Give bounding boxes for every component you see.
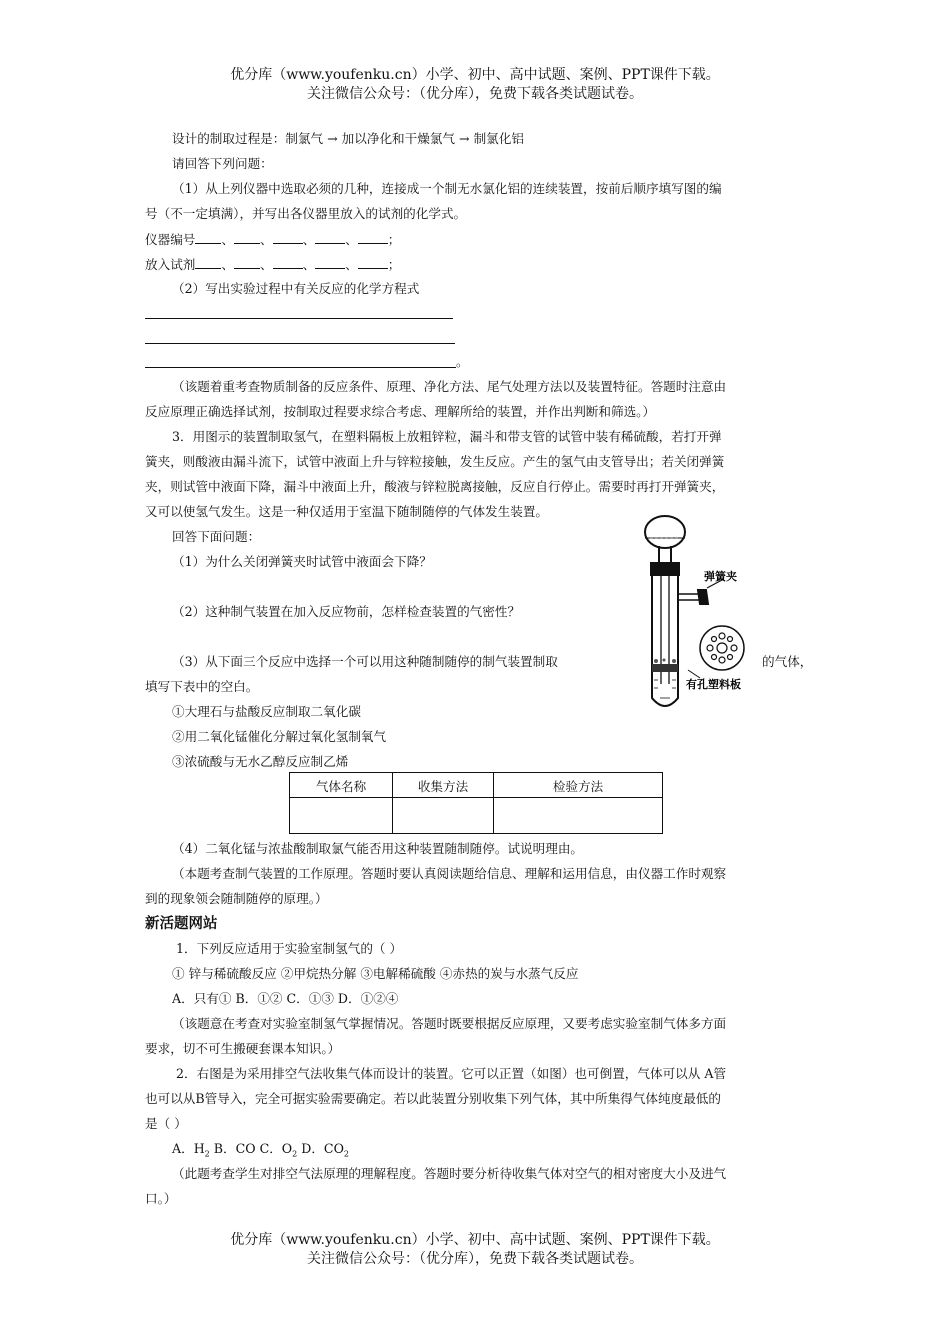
q2-part1-line1: （1）从上列仪器中选取必须的几种，连接成一个制无水氯化铝的连续装置，按前后顺序填写图的编 bbox=[172, 181, 722, 196]
choice-a: A．H bbox=[172, 1141, 205, 1156]
q2-part1-line2: 号（不一定填满），并写出各仪器里放入的试剂的化学式。 bbox=[145, 206, 467, 221]
choice-c-subscript: 2 bbox=[292, 1149, 298, 1159]
q2-ask: 请回答下列问题： bbox=[172, 156, 273, 171]
instrument-number-label: 仪器编号 bbox=[145, 232, 196, 247]
page-header-line1: 优分库（www.youfenku.cn）小学、初中、高中试题、案例、PPT课件下载。 bbox=[230, 67, 720, 83]
separator: 、 bbox=[221, 257, 234, 272]
instrument-blank-5[interactable] bbox=[358, 231, 388, 244]
reagent-blank-3[interactable] bbox=[273, 256, 303, 269]
q3-sub2: （2）这种制气装置在加入反应物前，怎样检查装置的气密性？ bbox=[172, 604, 521, 619]
n2-stem-line2: 也可以从B管导入，完全可据实验需要确定。若以此装置分别收集下列气体，其中所集得气体纯度最低的 bbox=[145, 1091, 721, 1106]
reagent-blank-1[interactable] bbox=[195, 256, 221, 269]
separator: 、 bbox=[345, 257, 358, 272]
table-cell-collection[interactable] bbox=[393, 798, 494, 834]
instrument-blank-3[interactable] bbox=[273, 231, 303, 244]
answer-line-1[interactable] bbox=[145, 318, 453, 319]
q3-sub1: （1）为什么关闭弹簧夹时试管中液面会下降？ bbox=[172, 554, 432, 569]
n2-stem-line1: 2．右图是为采用排空气法收集气体而设计的装置。它可以正置（如图）也可倒置，气体可以从 A管 bbox=[176, 1066, 727, 1081]
table-cell-test[interactable] bbox=[494, 798, 663, 834]
q3-ask: 回答下面问题： bbox=[172, 529, 261, 544]
rubber-stopper bbox=[650, 562, 680, 576]
line-end: ； bbox=[387, 257, 401, 272]
separator: 、 bbox=[345, 232, 358, 247]
n2-note-line1: （此题考查学生对排空气法原理的理解程度。答题时要分析待收集气体对空气的相对密度大小及进气 bbox=[172, 1166, 727, 1181]
q3-sub3-part-a: （3）从下面三个反应中选择一个可以用这种随制随停的制气装置制取 bbox=[172, 654, 558, 669]
q3-stem-line2: 簧夹，则酸液由漏斗流下，试管中液面上升与锌粒接触，发生反应。产生的氢气由支管导出；若关闭弹簧 bbox=[145, 454, 725, 469]
n2-choices bbox=[172, 1141, 349, 1163]
plastic-plate bbox=[652, 664, 678, 672]
q3-sub4: （4）二氧化锰与浓盐酸制取氯气能否用这种装置随制随停。试说明理由。 bbox=[172, 841, 584, 856]
choice-b-c: B．CO C．O bbox=[209, 1141, 293, 1156]
instrument-blank-4[interactable] bbox=[315, 231, 345, 244]
n2-stem-line3: 是（ ） bbox=[145, 1116, 187, 1131]
answer-line-2[interactable] bbox=[145, 343, 455, 344]
table-header-gas-name: 气体名称 bbox=[290, 773, 393, 798]
spring-clip bbox=[698, 590, 708, 604]
reagent-blank-2[interactable] bbox=[234, 256, 260, 269]
page-footer-line1: 优分库（www.youfenku.cn）小学、初中、高中试题、案例、PPT课件下载。 bbox=[230, 1232, 720, 1248]
n1-note-line2: 要求，切不可生搬硬套课本知识。） bbox=[145, 1041, 341, 1056]
n1-stem: 1．下列反应适用于实验室制氢气的（ ） bbox=[176, 941, 403, 956]
separator: 、 bbox=[259, 232, 273, 247]
label-spring-clip: 弹簧夹 bbox=[704, 570, 737, 583]
separator: 、 bbox=[302, 257, 316, 272]
n1-items: ① 锌与稀硫酸反应 ②甲烷热分解 ③电解稀硫酸 ④赤热的炭与水蒸气反应 bbox=[172, 966, 579, 981]
test-tube bbox=[652, 564, 678, 706]
instrument-blank-2[interactable] bbox=[234, 231, 260, 244]
q2-note-line1: （该题着重考查物质制备的反应条件、原理、净化方法、尾气处理方法以及装置特征。答题时注意由 bbox=[172, 379, 727, 394]
choice-d: D．CO bbox=[297, 1141, 344, 1156]
reagent-blank-5[interactable] bbox=[358, 256, 388, 269]
section-title: 新活题网站 bbox=[145, 916, 218, 932]
answer-period: 。 bbox=[456, 354, 469, 369]
q2-process: 设计的制取过程是：制氯气 → 加以净化和干燥氯气 → 制氯化铝 bbox=[172, 131, 524, 146]
label-perforated-plate: 有孔塑料板 bbox=[686, 678, 741, 691]
funnel-bulb bbox=[645, 516, 685, 548]
page-footer-line2: 关注微信公众号：（优分库），免费下载各类试题试卷。 bbox=[307, 1251, 643, 1267]
instrument-blank-1[interactable] bbox=[195, 231, 221, 244]
q3-stem-line4: 又可以使氢气发生。这是一种仅适用于室温下随制随停的气体发生装置。 bbox=[145, 504, 548, 519]
separator: 、 bbox=[259, 257, 273, 272]
page-header-line2: 关注微信公众号：（优分库），免费下载各类试题试卷。 bbox=[307, 86, 643, 102]
q2-part2: （2）写出实验过程中有关反应的化学方程式 bbox=[172, 281, 420, 296]
q3-stem-line3: 夹，则试管中液面下降，漏斗中液面上升，酸液与锌粒脱离接触，反应自行停止。需要时再打开弹簧夹， bbox=[145, 479, 725, 494]
q3-option-3: ③浓硫酸与无水乙醇反应制乙烯 bbox=[172, 754, 349, 769]
choice-d-subscript: 2 bbox=[343, 1149, 349, 1159]
n1-note-line1: （该题意在考查对实验室制氢气掌握情况。答题时既要根据反应原理，又要考虑实验室制气体多方面 bbox=[172, 1016, 727, 1031]
reagent-label: 放入试剂 bbox=[145, 257, 196, 272]
q3-option-2: ②用二氧化锰催化分解过氧化氢制氧气 bbox=[172, 729, 387, 744]
instrument-number-row bbox=[145, 231, 400, 248]
choice-a-subscript: 2 bbox=[204, 1149, 210, 1159]
answer-line-3[interactable] bbox=[145, 367, 456, 368]
separator: 、 bbox=[302, 232, 316, 247]
table-header-test: 检验方法 bbox=[494, 773, 663, 798]
line-end: ； bbox=[387, 232, 401, 247]
reagent-blank-4[interactable] bbox=[315, 256, 345, 269]
q3-sub3-part-c: 填写下表中的空白。 bbox=[145, 679, 259, 694]
table-header-collection: 收集方法 bbox=[393, 773, 494, 798]
reagent-row bbox=[145, 256, 400, 273]
answer-table bbox=[289, 772, 663, 834]
q2-note-line2: 反应原理正确选择试剂，按制取过程要求综合考虑、理解所给的装置，并作出判断和筛选。） bbox=[145, 404, 656, 419]
n1-choices: A．只有① B．①② C．①③ D．①②④ bbox=[172, 991, 399, 1006]
n2-note-line2: 口。） bbox=[145, 1191, 177, 1206]
table-cell-gas-name[interactable] bbox=[290, 798, 393, 834]
q3-stem-line1: 3．用图示的装置制取氢气，在塑料隔板上放粗锌粒，漏斗和带支管的试管中装有稀硫酸，若打开弹 bbox=[172, 429, 722, 444]
q3-sub3-part-b: 的气体， bbox=[762, 654, 813, 669]
q3-option-1: ①大理石与盐酸反应制取二氧化碳 bbox=[172, 704, 361, 719]
q3-note-line2: 到的现象领会随制随停的原理。） bbox=[145, 891, 328, 906]
q3-note-line1: （本题考查制气装置的工作原理。答题时要认真阅读题给信息、理解和运用信息，由仪器工作时观察 bbox=[172, 866, 727, 881]
separator: 、 bbox=[221, 232, 234, 247]
gas-generator-figure bbox=[630, 508, 820, 718]
